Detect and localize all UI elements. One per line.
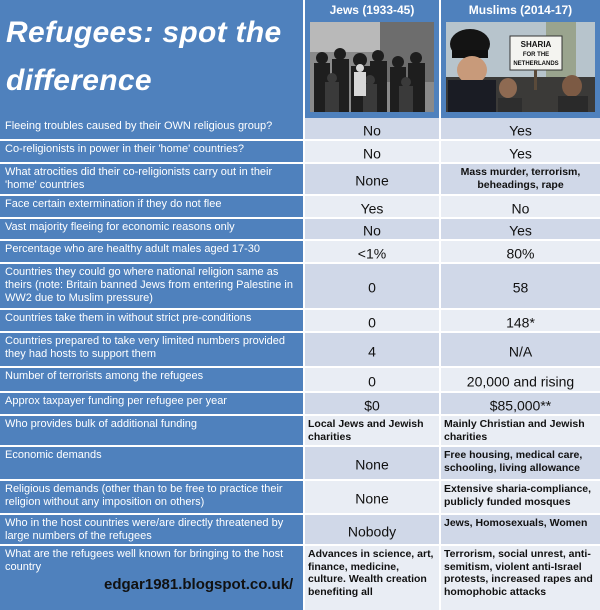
question-cell [0, 333, 303, 366]
muslims-answer-text: Yes [509, 121, 532, 138]
question-text: What are the refugees well known for bringing to the host country [5, 548, 284, 573]
jews-answer-text: $0 [364, 396, 380, 413]
table-row [0, 333, 600, 366]
muslims-answer-text: 80% [506, 244, 535, 261]
muslims-answer-text: 148* [506, 313, 535, 330]
muslims-answer-cell [441, 416, 600, 445]
question-cell [0, 196, 303, 217]
question-text: Face certain extermination if they do not flee [5, 198, 222, 210]
muslims-answer-cell [441, 141, 600, 162]
muslims-answer-text: Mass murder, terrorism, beheadings, rape [460, 166, 581, 191]
svg-text:NETHERLANDS: NETHERLANDS [513, 61, 559, 67]
question-text: Countries prepared to take very limited numbers provided they had hosts to support them [5, 335, 286, 360]
jews-answer-text: No [363, 222, 381, 239]
question-text: Co-religionists in power in their 'home' countries? [5, 143, 244, 155]
photo-jewish-refugees [310, 22, 434, 112]
table-row [0, 164, 600, 194]
table-row [0, 219, 600, 239]
question-cell [0, 164, 303, 194]
jews-answer-text: No [363, 144, 381, 161]
jews-answer-cell [305, 368, 439, 391]
muslims-answer-cell [441, 546, 600, 610]
question-cell [0, 264, 303, 308]
table-row [0, 118, 600, 139]
muslims-answer-cell [441, 481, 600, 513]
muslims-answer-text: Terrorism, social unrest, anti-semitism, violent anti-Israel protests, increased rapes and homophobic attacks [444, 548, 593, 598]
question-text: What atrocities did their co-religionists carry out in their 'home' countries [5, 166, 273, 191]
jews-answer-text: 0 [368, 372, 376, 389]
table-row [0, 310, 600, 331]
jews-answer-cell [305, 333, 439, 366]
column-header-jews [305, 0, 439, 118]
question-text: Percentage who are healthy adult males aged 17-30 [5, 243, 261, 255]
muslims-answer-text: Free housing, medical care, schooling, living allowance [444, 449, 583, 474]
muslims-answer-text: No [511, 199, 530, 216]
muslims-answer-cell [441, 264, 600, 308]
table-row [0, 481, 600, 513]
jews-answer-text: Nobody [347, 522, 397, 539]
question-text: Approx taxpayer funding per refugee per year [5, 395, 227, 407]
question-text: Number of terrorists among the refugees [5, 370, 204, 382]
muslims-answer-text: 58 [512, 279, 529, 296]
question-text: Who provides bulk of additional funding [5, 418, 198, 430]
title-cell [0, 0, 303, 118]
jews-answer-cell [305, 164, 439, 194]
table-row [0, 546, 600, 610]
muslims-answer-cell [441, 241, 600, 262]
muslims-answer-text: N/A [508, 342, 533, 359]
table-row [0, 447, 600, 479]
jews-answer-text: None [355, 490, 389, 507]
muslims-answer-text: Yes [509, 144, 532, 161]
table-row [0, 196, 600, 217]
column-header-muslims [441, 0, 600, 118]
question-cell [0, 515, 303, 544]
question-cell [0, 447, 303, 479]
muslims-answer-text: Extensive sharia-compliance, publicly funded mosques [444, 483, 592, 508]
table-row [0, 515, 600, 544]
question-text: Countries take them in without strict pre-conditions [5, 312, 252, 324]
table-row [0, 368, 600, 391]
muslims-answer-cell [441, 196, 600, 217]
table-row [0, 264, 600, 308]
muslims-answer-cell [441, 219, 600, 239]
question-text: Fleeing troubles caused by their OWN religious group? [5, 120, 273, 132]
svg-text:SHARIA: SHARIA [520, 40, 552, 49]
muslims-answer-text: Yes [509, 222, 532, 239]
jews-answer-cell [305, 515, 439, 544]
question-cell [0, 141, 303, 162]
jews-answer-cell [305, 393, 439, 414]
muslims-answer-cell [441, 515, 600, 544]
question-cell [0, 241, 303, 262]
header [0, 0, 600, 118]
jews-answer-text: None [355, 456, 389, 473]
muslims-answer-text: 20,000 and rising [466, 372, 575, 389]
jews-answer-text: Advances in science, art, finance, medicine, culture. Wealth creation benefiting all [308, 548, 434, 598]
question-cell [0, 310, 303, 331]
jews-answer-cell [305, 241, 439, 262]
jews-answer-text: 0 [368, 313, 376, 330]
muslims-answer-text: Jews, Homosexuals, Women [444, 517, 588, 529]
jews-answer-text: None [355, 172, 389, 189]
jews-answer-cell [305, 416, 439, 445]
question-cell [0, 416, 303, 445]
muslims-answer-cell [441, 393, 600, 414]
question-cell [0, 118, 303, 139]
question-cell [0, 368, 303, 391]
photo-protesters-and-police [446, 22, 595, 112]
svg-text:FOR THE: FOR THE [522, 52, 550, 58]
table-row [0, 393, 600, 414]
watermark-url: edgar1981.blogspot.co.uk/ [104, 576, 294, 593]
jews-answer-cell [305, 196, 439, 217]
jews-answer-text: Local Jews and Jewish charities [308, 418, 424, 443]
table-row [0, 416, 600, 445]
muslims-answer-text: Mainly Christian and Jewish charities [444, 418, 585, 443]
question-text: Who in the host countries were/are directly threatened by large numbers of the refugees [5, 517, 284, 542]
jews-answer-cell [305, 264, 439, 308]
question-cell [0, 219, 303, 239]
muslims-answer-cell [441, 118, 600, 139]
page-title-line-1: Refugees: spot the [6, 16, 282, 49]
jews-answer-text: No [363, 121, 381, 138]
jews-answer-text: Yes [360, 199, 384, 216]
question-text: Vast majority fleeing for economic reasons only [5, 221, 235, 233]
muslims-answer-cell [441, 368, 600, 391]
muslims-answer-cell [441, 333, 600, 366]
column-label-jews: Jews (1933-45) [329, 3, 415, 17]
muslims-answer-cell [441, 447, 600, 479]
muslims-answer-cell [441, 164, 600, 194]
jews-answer-text: 4 [368, 342, 376, 359]
table-row [0, 241, 600, 262]
muslims-answer-cell [441, 310, 600, 331]
jews-answer-cell [305, 141, 439, 162]
jews-answer-cell [305, 546, 439, 610]
jews-answer-cell [305, 447, 439, 479]
jews-answer-cell [305, 481, 439, 513]
column-label-muslims: Muslims (2014-17) [468, 3, 573, 17]
muslims-answer-text: $85,000** [489, 396, 552, 413]
question-text: Economic demands [5, 449, 102, 461]
question-text: Countries they could go where national religion same as theirs (note: Britain banned Jews from entering Palestine in WW2 due to Muslim pressure) [5, 266, 293, 304]
jews-answer-cell [305, 310, 439, 331]
question-cell [0, 393, 303, 414]
jews-answer-text: <1% [357, 244, 387, 261]
jews-answer-cell [305, 118, 439, 139]
page-title-line-2: difference [6, 64, 152, 97]
question-cell [0, 481, 303, 513]
jews-answer-cell [305, 219, 439, 239]
table-row [0, 141, 600, 162]
question-text: Religious demands (other than to be free to practice their religion without any imposition on others) [5, 483, 283, 508]
jews-answer-text: 0 [368, 279, 376, 296]
